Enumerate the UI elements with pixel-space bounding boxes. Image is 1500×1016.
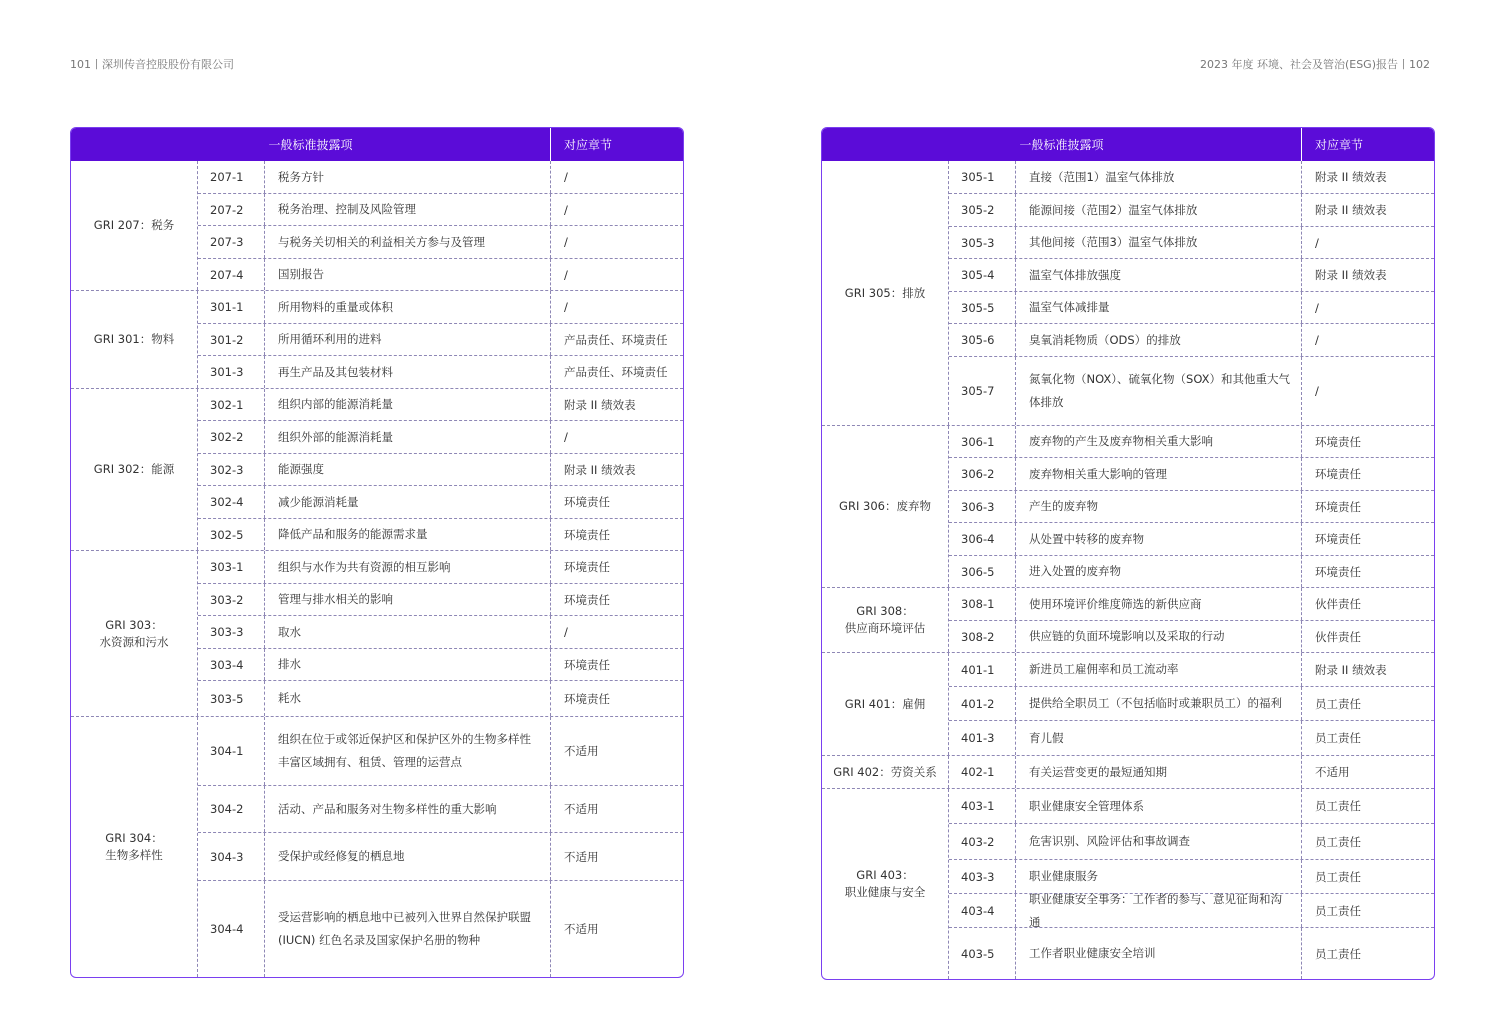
- table-row: [198, 551, 683, 584]
- disclosure-description: 使用环境评价维度筛选的新供应商: [1016, 588, 1302, 620]
- chapter-reference: /: [564, 625, 568, 639]
- table-row: [949, 426, 1434, 458]
- chapter-reference: /: [564, 235, 568, 249]
- standard-name: GRI 302：能源: [71, 389, 198, 550]
- disclosure-rows: [198, 551, 683, 716]
- chapter-reference: 附录 II 绩效表: [1315, 268, 1387, 282]
- table-row: [198, 616, 683, 649]
- disclosure-code: 304-2: [198, 786, 265, 832]
- chapter-reference: 附录 II 绩效表: [564, 397, 636, 412]
- disclosure-description: 排水: [265, 649, 551, 680]
- table-row: [949, 292, 1434, 324]
- disclosure-code: 305-6: [949, 324, 1016, 356]
- chapter-reference: 员工责任: [1315, 731, 1361, 745]
- standard-name: GRI 301：物料: [71, 291, 198, 388]
- table-row: [949, 687, 1434, 721]
- disclosure-code: 207-3: [198, 226, 265, 258]
- table-row: [198, 161, 683, 194]
- page-header-right: 2023 年度 环境、社会及管治(ESG)报告丨102: [1199, 58, 1430, 71]
- disclosure-description: 管理与排水相关的影响: [265, 584, 551, 615]
- chapter-reference: 伙伴责任: [1315, 629, 1361, 644]
- disclosure-rows: [198, 717, 683, 977]
- disclosure-description: 温室气体排放强度: [1016, 259, 1302, 291]
- chapter-reference: 附录 II 绩效表: [1315, 170, 1387, 184]
- table-row: [949, 891, 1434, 929]
- standard-name: GRI 304： 生物多样性: [71, 717, 198, 977]
- chapter-reference: 员工责任: [1315, 903, 1361, 918]
- table-row: [198, 584, 683, 616]
- disclosure-description: 其他间接（范围3）温室气体排放: [1016, 227, 1302, 258]
- standard-name: GRI 303： 水资源和污水: [71, 551, 198, 716]
- disclosure-description: 国别报告: [265, 259, 551, 290]
- table-row: [198, 356, 683, 388]
- disclosure-description: 氮氧化物（NOX）、硫氧化物（SOX）和其他重大气体排放: [1016, 357, 1302, 425]
- table-row: [198, 324, 683, 356]
- disclosure-description: 税务治理、控制及风险管理: [265, 194, 551, 225]
- disclosure-code: 403-1: [949, 789, 1016, 823]
- disclosure-description: 与税务关切相关的利益相关方参与及管理: [265, 226, 551, 258]
- chapter-reference: 员工责任: [1315, 946, 1361, 961]
- standard-group: [822, 653, 1434, 756]
- disclosure-description: 组织与水作为共有资源的相互影响: [265, 551, 551, 583]
- standard-group: [71, 291, 683, 389]
- disclosure-code: 403-5: [949, 928, 1016, 979]
- disclosure-code: 302-5: [198, 519, 265, 550]
- disclosure-code: 207-2: [198, 194, 265, 225]
- table-row: [949, 621, 1434, 652]
- chapter-reference: 环境责任: [1315, 467, 1361, 481]
- disclosure-description: 职业健康安全管理体系: [1016, 789, 1302, 823]
- table-row: [198, 259, 683, 290]
- standard-group: [822, 756, 1434, 789]
- disclosure-description: 取水: [265, 616, 551, 648]
- standard-group: [822, 426, 1434, 588]
- disclosure-description: 组织外部的能源消耗量: [265, 421, 551, 453]
- table-row: [198, 226, 683, 259]
- disclosure-description: 危害识别、风险评估和事故调查: [1016, 824, 1302, 859]
- disclosure-description: 产生的废弃物: [1016, 491, 1302, 522]
- disclosure-code: 207-4: [198, 259, 265, 290]
- disclosure-code: 401-2: [949, 687, 1016, 720]
- disclosure-code: 305-7: [949, 357, 1016, 425]
- chapter-reference: 环境责任: [564, 691, 610, 706]
- chapter-reference: 不适用: [564, 922, 599, 936]
- standard-name: GRI 207：税务: [71, 161, 198, 290]
- table-body: [822, 161, 1434, 979]
- disclosure-code: 403-2: [949, 824, 1016, 859]
- table-row: [949, 161, 1434, 194]
- disclosure-description: 受运营影响的栖息地中已被列入世界自然保护联盟 (IUCN) 红色名录及国家保护名册的物种: [265, 881, 551, 977]
- disclosure-description: 废弃物相关重大影响的管理: [1016, 458, 1302, 490]
- chapter-reference: 环境责任: [1315, 499, 1361, 514]
- disclosure-rows: [198, 161, 683, 290]
- disclosure-description: 从处置中转移的废弃物: [1016, 523, 1302, 555]
- table-row: [198, 881, 683, 977]
- disclosure-code: 302-3: [198, 454, 265, 485]
- disclosure-code: 402-1: [949, 756, 1016, 788]
- chapter-reference: 附录 II 绩效表: [1315, 662, 1387, 677]
- disclosure-description: 职业健康服务: [1016, 860, 1302, 893]
- chapter-reference: /: [564, 430, 568, 444]
- standard-name: GRI 306：废弃物: [822, 426, 949, 587]
- chapter-reference: /: [1315, 235, 1319, 250]
- disclosure-code: 303-1: [198, 551, 265, 583]
- disclosure-description: 废弃物的产生及废弃物相关重大影响: [1016, 426, 1302, 457]
- disclosure-code: 303-2: [198, 584, 265, 615]
- disclosure-code: 301-2: [198, 324, 265, 355]
- table-row: [949, 458, 1434, 491]
- disclosure-description: 所用物料的重量或体积: [265, 291, 551, 323]
- disclosure-description: 能源间接（范围2）温室气体排放: [1016, 194, 1302, 226]
- chapter-reference: 不适用: [564, 744, 599, 758]
- table-row: [949, 194, 1434, 227]
- disclosure-code: 306-1: [949, 426, 1016, 457]
- standard-group: [822, 161, 1434, 426]
- disclosure-rows: [949, 426, 1434, 587]
- disclosure-code: 305-2: [949, 194, 1016, 226]
- disclosure-code: 301-1: [198, 291, 265, 323]
- disclosure-code: 305-4: [949, 259, 1016, 291]
- chapter-reference: 不适用: [1315, 765, 1350, 779]
- chapter-reference: /: [1315, 384, 1319, 398]
- table-row: [949, 324, 1434, 357]
- disclosure-code: 305-5: [949, 292, 1016, 323]
- chapter-reference: 员工责任: [1315, 799, 1361, 813]
- disclosure-description: 活动、产品和服务对生物多样性的重大影响: [265, 786, 551, 832]
- disclosure-description: 进入处置的废弃物: [1016, 556, 1302, 587]
- table-row: [198, 421, 683, 454]
- disclosure-description: 税务方针: [265, 161, 551, 193]
- disclosure-description: 育儿假: [1016, 721, 1302, 755]
- standard-name: GRI 308： 供应商环境评估: [822, 588, 949, 652]
- disclosure-description: 工作者职业健康安全培训: [1016, 928, 1302, 979]
- disclosure-code: 306-2: [949, 458, 1016, 490]
- disclosure-code: 401-3: [949, 721, 1016, 755]
- chapter-reference: 员工责任: [1315, 834, 1361, 849]
- table-row: [198, 649, 683, 681]
- disclosure-code: 403-4: [949, 894, 1016, 927]
- disclosure-code: 306-3: [949, 491, 1016, 522]
- standard-group: [71, 389, 683, 551]
- table-row: [949, 556, 1434, 587]
- table-row: [198, 389, 683, 421]
- disclosure-code: 305-1: [949, 161, 1016, 193]
- disclosure-description: 降低产品和服务的能源需求量: [265, 519, 551, 550]
- chapter-reference: 不适用: [564, 802, 599, 816]
- page-header-left: 101丨深圳传音控股股份有限公司: [70, 58, 234, 71]
- disclosure-rows: [949, 756, 1434, 788]
- column-header-disclosure: 一般标准披露项: [71, 128, 551, 161]
- chapter-reference: 环境责任: [564, 527, 610, 542]
- table-header: [822, 128, 1434, 161]
- chapter-reference: 产品责任、环境责任: [564, 332, 668, 347]
- standard-name: GRI 403： 职业健康与安全: [822, 789, 949, 979]
- disclosure-description: 职业健康安全事务：工作者的参与、意见征询和沟通: [1016, 894, 1302, 927]
- disclosure-code: 303-4: [198, 649, 265, 680]
- disclosure-code: 401-1: [949, 653, 1016, 686]
- table-row: [198, 681, 683, 716]
- chapter-reference: 附录 II 绩效表: [1315, 203, 1387, 217]
- disclosure-description: 所用循环利用的进料: [265, 324, 551, 355]
- column-header-chapter: 对应章节: [1315, 138, 1364, 152]
- chapter-reference: 环境责任: [564, 657, 610, 672]
- table-row: [949, 491, 1434, 523]
- table-row: [949, 259, 1434, 292]
- chapter-reference: 伙伴责任: [1315, 597, 1361, 611]
- table-row: [198, 519, 683, 550]
- disclosure-code: 304-4: [198, 881, 265, 977]
- disclosure-description: 耗水: [265, 681, 551, 716]
- standard-name: GRI 401：雇佣: [822, 653, 949, 755]
- chapter-reference: 不适用: [564, 849, 599, 864]
- disclosure-rows: [949, 161, 1434, 425]
- disclosure-code: 306-4: [949, 523, 1016, 555]
- disclosure-code: 305-3: [949, 227, 1016, 258]
- disclosure-description: 再生产品及其包装材料: [265, 356, 551, 388]
- disclosure-code: 301-3: [198, 356, 265, 388]
- gri-index-table-left: [70, 127, 684, 978]
- disclosure-code: 308-2: [949, 621, 1016, 652]
- table-row: [198, 291, 683, 324]
- table-row: [198, 454, 683, 486]
- chapter-reference: /: [1315, 300, 1319, 315]
- table-row: [949, 357, 1434, 425]
- chapter-reference: 员工责任: [1315, 869, 1361, 884]
- chapter-reference: 员工责任: [1315, 696, 1361, 711]
- standard-group: [822, 588, 1434, 653]
- chapter-reference: 环境责任: [1315, 564, 1361, 579]
- chapter-reference: 环境责任: [564, 592, 610, 607]
- table-row: [949, 227, 1434, 259]
- table-row: [198, 717, 683, 786]
- table-row: [949, 588, 1434, 621]
- standard-group: [71, 551, 683, 717]
- disclosure-description: 受保护或经修复的栖息地: [265, 833, 551, 880]
- chapter-reference: 环境责任: [564, 495, 610, 509]
- disclosure-code: 304-3: [198, 833, 265, 880]
- disclosure-description: 组织在位于或邻近保护区和保护区外的生物多样性丰富区域拥有、租赁、管理的运营点: [265, 717, 551, 785]
- chapter-reference: 附录 II 绩效表: [564, 462, 636, 477]
- disclosure-code: 302-1: [198, 389, 265, 420]
- disclosure-rows: [949, 653, 1434, 755]
- standard-name: GRI 402：劳资关系: [822, 756, 949, 788]
- table-row: [949, 824, 1434, 860]
- chapter-reference: 环境责任: [564, 560, 610, 574]
- disclosure-code: 303-5: [198, 681, 265, 716]
- gri-index-table-right: [821, 127, 1435, 980]
- chapter-reference: /: [564, 300, 568, 314]
- disclosure-description: 温室气体减排量: [1016, 292, 1302, 323]
- chapter-reference: 环境责任: [1315, 532, 1361, 546]
- table-row: [198, 833, 683, 881]
- table-header: [71, 128, 683, 161]
- disclosure-description: 供应链的负面环境影响以及采取的行动: [1016, 621, 1302, 652]
- table-row: [198, 786, 683, 833]
- standard-group: [71, 717, 683, 977]
- disclosure-description: 能源强度: [265, 454, 551, 485]
- chapter-reference: 产品责任、环境责任: [564, 365, 668, 379]
- table-row: [949, 721, 1434, 755]
- disclosure-rows: [198, 389, 683, 550]
- table-row: [198, 486, 683, 519]
- standard-name: GRI 305：排放: [822, 161, 949, 425]
- disclosure-description: 减少能源消耗量: [265, 486, 551, 518]
- table-row: [949, 756, 1434, 788]
- disclosure-description: 组织内部的能源消耗量: [265, 389, 551, 420]
- column-header-disclosure: 一般标准披露项: [822, 128, 1302, 161]
- disclosure-rows: [949, 789, 1434, 979]
- disclosure-rows: [198, 291, 683, 388]
- disclosure-code: 308-1: [949, 588, 1016, 620]
- table-row: [949, 523, 1434, 556]
- table-row: [949, 789, 1434, 824]
- disclosure-description: 有关运营变更的最短通知期: [1016, 756, 1302, 788]
- standard-group: [71, 161, 683, 291]
- table-row: [949, 653, 1434, 687]
- disclosure-description: 臭氧消耗物质（ODS）的排放: [1016, 324, 1302, 356]
- table-row: [949, 928, 1434, 979]
- chapter-reference: /: [1315, 333, 1319, 347]
- standard-group: [822, 789, 1434, 979]
- chapter-reference: /: [564, 267, 568, 282]
- disclosure-code: 303-3: [198, 616, 265, 648]
- disclosure-code: 304-1: [198, 717, 265, 785]
- disclosure-description: 提供给全职员工（不包括临时或兼职员工）的福利: [1016, 687, 1302, 720]
- disclosure-code: 302-2: [198, 421, 265, 453]
- column-header-chapter: 对应章节: [564, 138, 613, 152]
- disclosure-description: 新进员工雇佣率和员工流动率: [1016, 653, 1302, 686]
- chapter-reference: 环境责任: [1315, 434, 1361, 449]
- chapter-reference: /: [564, 202, 568, 217]
- disclosure-code: 403-3: [949, 860, 1016, 893]
- chapter-reference: /: [564, 170, 568, 184]
- disclosure-code: 306-5: [949, 556, 1016, 587]
- disclosure-description: 直接（范围1）温室气体排放: [1016, 161, 1302, 193]
- table-row: [198, 194, 683, 226]
- disclosure-code: 302-4: [198, 486, 265, 518]
- disclosure-code: 207-1: [198, 161, 265, 193]
- table-body: [71, 161, 683, 977]
- disclosure-rows: [949, 588, 1434, 652]
